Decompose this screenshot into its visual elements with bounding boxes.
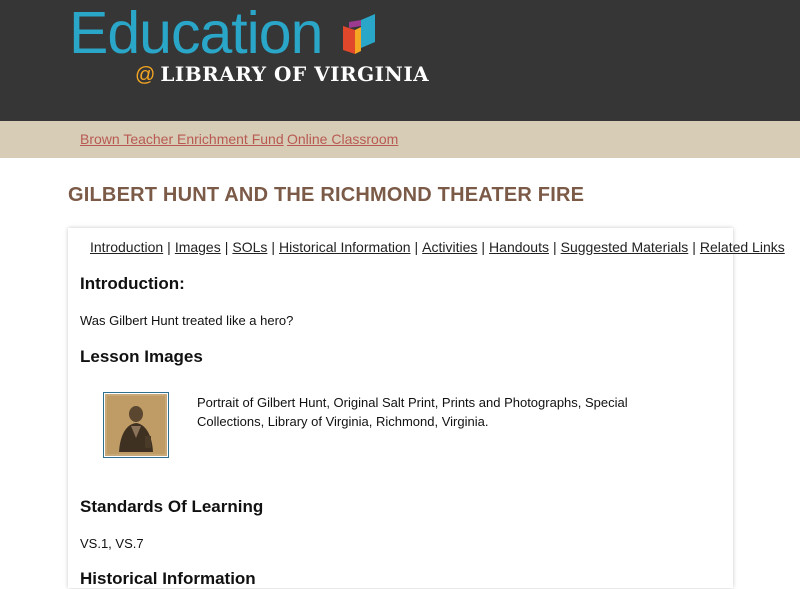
image-caption: Portrait of Gilbert Hunt, Original Salt Print, Prints and Photographs, Special Collections, Library of Virginia, Richmond, Virginia. — [197, 395, 628, 429]
toc-link-historical-information[interactable]: Historical Information — [279, 239, 411, 255]
lesson-table-of-contents — [90, 239, 785, 256]
logo-at-sign: @ — [135, 64, 156, 86]
site-header — [0, 0, 800, 121]
toc-separator: | — [271, 239, 276, 255]
logo-education-text[interactable]: Education — [69, 0, 323, 66]
historical-information-heading: Historical Information — [80, 569, 256, 588]
toc-separator: | — [692, 239, 696, 255]
toc-separator: | — [167, 239, 171, 255]
portrait-image — [105, 394, 167, 456]
logo-library-name: LIBRARY OF VIRGINIA — [160, 62, 430, 86]
introduction-heading: Introduction: — [80, 274, 185, 293]
toc-separator: | — [414, 239, 419, 255]
toc-separator: | — [224, 239, 229, 255]
nav-link-brown-teacher-fund[interactable]: Brown Teacher Enrichment Fund — [80, 131, 284, 147]
toc-link-related-links[interactable]: Related Links — [699, 239, 785, 255]
toc-separator: | — [481, 239, 486, 255]
gilbert-hunt-portrait-thumbnail[interactable] — [103, 392, 169, 458]
toc-link-images[interactable]: Images — [174, 239, 221, 255]
toc-link-sols[interactable]: SOLs — [232, 239, 268, 255]
page-title: GILBERT HUNT AND THE RICHMOND THEATER FIRE — [68, 184, 585, 206]
standards-of-learning-heading: Standards Of Learning — [80, 497, 264, 516]
toc-separator: | — [552, 239, 557, 255]
book-logo-icon — [341, 12, 377, 58]
toc-link-handouts[interactable]: Handouts — [489, 239, 549, 255]
logo-library-subtitle[interactable] — [135, 60, 429, 88]
standards-text: VS.1, VS.7 — [80, 536, 144, 551]
lesson-images-heading: Lesson Images — [80, 347, 203, 366]
toc-link-activities[interactable]: Activities — [422, 239, 478, 255]
toc-link-introduction[interactable]: Introduction — [90, 239, 164, 255]
nav-link-online-classroom[interactable]: Online Classroom — [287, 131, 399, 147]
lesson-content-card — [68, 228, 785, 588]
introduction-text: Was Gilbert Hunt treated like a hero? — [80, 313, 294, 328]
toc-link-suggested-materials[interactable]: Suggested Materials — [560, 239, 689, 255]
top-nav-bar — [0, 121, 800, 158]
